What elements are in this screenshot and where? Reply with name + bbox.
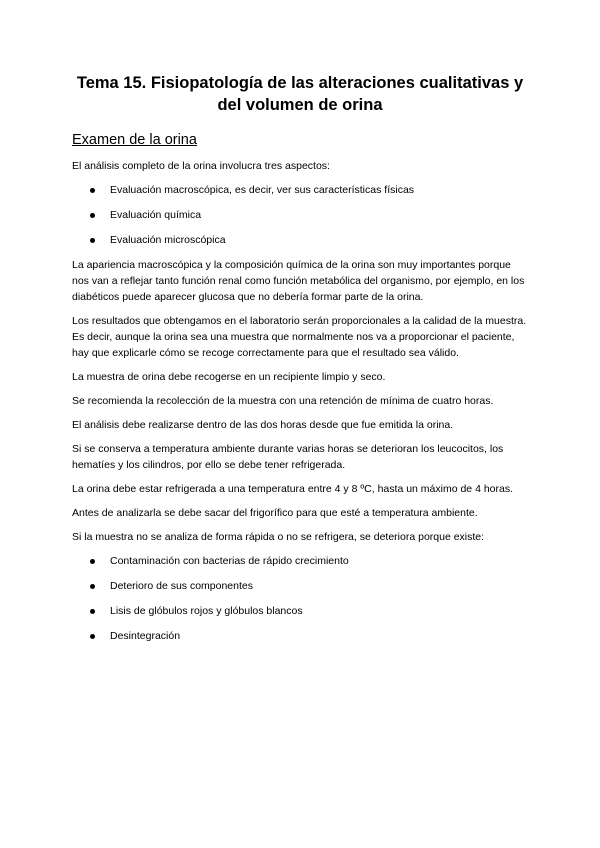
list-item [72, 578, 528, 594]
bullet-icon [90, 584, 95, 589]
list-item [72, 603, 528, 619]
bullet-icon [90, 238, 95, 243]
list-item-text: Evaluación macroscópica, es decir, ver sus características físicas [110, 184, 415, 196]
list-item [72, 628, 528, 644]
deterioration-list [72, 553, 528, 644]
list-item [72, 553, 528, 569]
paragraph: Antes de analizarla se debe sacar del frigorífico para que esté a temperatura ambiente. [72, 507, 478, 519]
bullet-icon [90, 213, 95, 218]
paragraph: La apariencia macroscópica y la composición química de la orina son muy importantes porque nos van a reflejar tanto función renal como función metabólica del organismo, por ejemplo, en los diabéticos puede aparecer glucosa que no debería formar parte de la orina. [72, 259, 525, 303]
intro-paragraph: El análisis completo de la orina involucra tres aspectos: [72, 160, 330, 172]
page-title: Tema 15. Fisiopatología de las alteraciones cualitativas y del volumen de orina [76, 74, 524, 114]
list-item-text: Contaminación con bacterias de rápido crecimiento [110, 555, 349, 567]
list-item-text: Evaluación química [110, 209, 202, 221]
list-item-text: Deterioro de sus componentes [110, 580, 253, 592]
list-item-text: Lisis de glóbulos rojos y glóbulos blancos [110, 605, 303, 617]
paragraph: La orina debe estar refrigerada a una temperatura entre 4 y 8 ºC, hasta un máximo de 4 horas. [72, 483, 514, 495]
paragraph: El análisis debe realizarse dentro de las dos horas desde que fue emitida la orina. [72, 419, 454, 431]
section-heading: Examen de la orina [72, 132, 197, 148]
list-item [72, 182, 528, 198]
bullet-icon [90, 634, 95, 639]
list-item-text: Desintegración [110, 630, 181, 642]
paragraph: Se recomienda la recolección de la muestra con una retención de mínima de cuatro horas. [72, 395, 494, 407]
bullet-icon [90, 609, 95, 614]
list-item [72, 207, 528, 223]
paragraph: La muestra de orina debe recogerse en un recipiente limpio y seco. [72, 371, 386, 383]
list-item-text: Evaluación microscópica [110, 234, 226, 246]
paragraph: Si se conserva a temperatura ambiente durante varias horas se deterioran los leucocitos, los hematíes y los cilindros, por ello se debe tener refrigerada. [72, 443, 504, 471]
paragraph: Los resultados que obtengamos en el laboratorio serán proporcionales a la calidad de la muestra. Es decir, aunque la orina sea una muestra que normalmente nos va a proporcionar el paciente, hay que explicarle cómo se recoge correctamente para que el resultado sea válido. [72, 315, 527, 359]
list-item [72, 232, 528, 248]
aspects-list [72, 182, 528, 248]
paragraph: Si la muestra no se analiza de forma rápida o no se refrigera, se deteriora porque existe: [72, 531, 485, 543]
bullet-icon [90, 188, 95, 193]
bullet-icon [90, 559, 95, 564]
